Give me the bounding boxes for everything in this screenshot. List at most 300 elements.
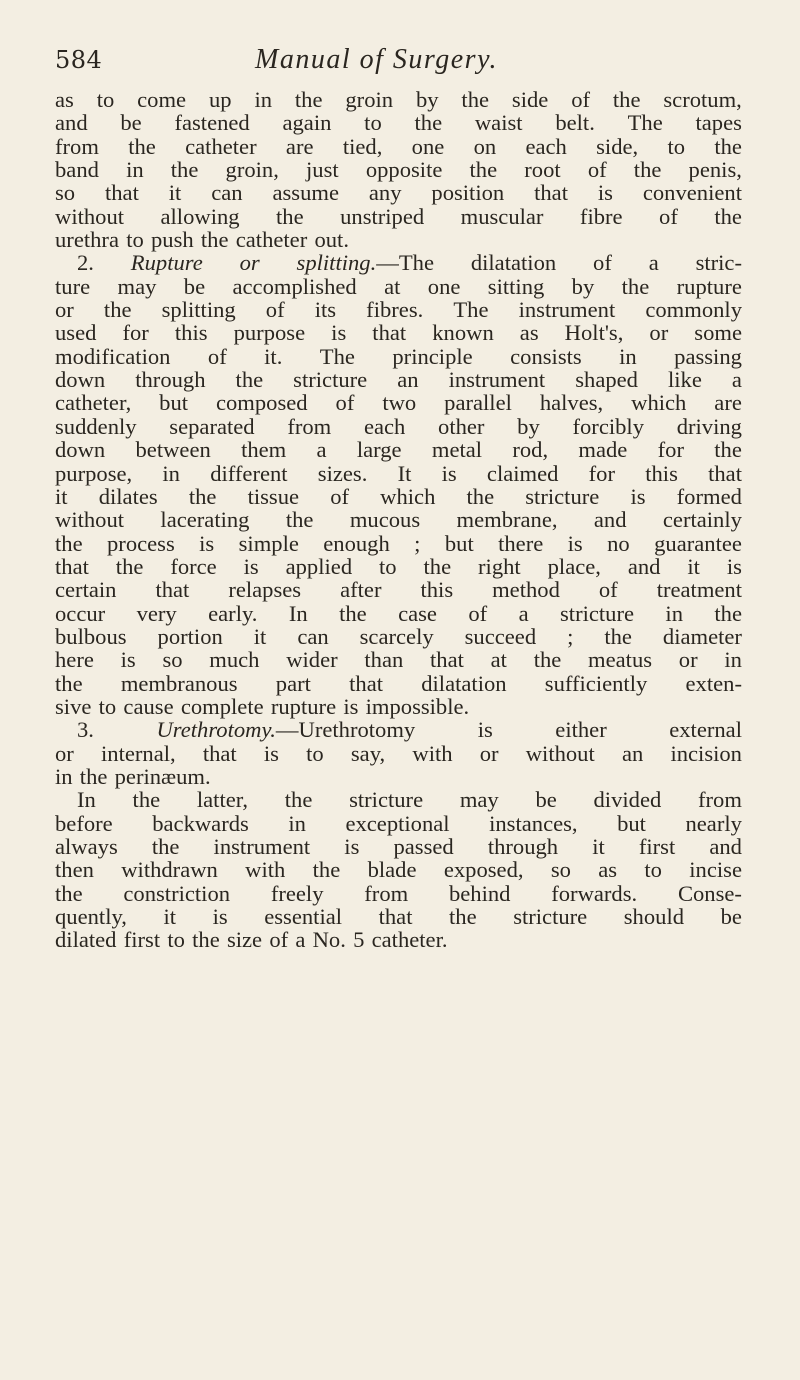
word: a [295,927,306,953]
word: so [55,180,76,206]
word: incision [670,740,742,766]
word: purpose, [55,460,133,486]
word: passing [674,343,742,369]
text-line [55,415,742,438]
word: dilatation [421,670,507,696]
word: method [492,577,560,603]
word: the [284,787,313,813]
word: to [667,133,686,159]
word: of [269,927,289,953]
word: ; [414,530,421,556]
word: there [498,530,544,556]
word: the [276,203,304,229]
word: for [657,437,684,463]
text-line [55,718,742,741]
word: sive [55,693,92,719]
word: guarantee [654,530,742,556]
word: lacerating [160,507,250,533]
word: internal, [101,740,176,766]
word: an [397,367,419,393]
text-line [55,508,742,531]
word: of [207,343,227,369]
word: forwards. [551,880,638,906]
word: by [517,413,540,439]
word: be [535,787,557,813]
word: catheter [235,227,308,253]
word: of [265,297,285,323]
word: or [649,320,669,346]
text-line [55,391,742,414]
word: through [135,367,206,393]
word: suddenly [55,413,137,439]
text-line [55,788,742,811]
word: of [468,600,488,626]
word: in [55,763,73,789]
word: behind [448,880,511,906]
text-line [55,345,742,368]
word: stric- [695,250,742,276]
word: membrane, [456,507,558,533]
word: say, [350,740,386,766]
word: in [665,600,683,626]
word: it [168,180,182,206]
word: impossible. [365,693,470,719]
word: first [123,927,161,953]
word: can [297,623,329,649]
word: a [731,367,742,393]
word: No. [312,927,346,953]
text-line [55,648,742,671]
text-line [55,158,742,181]
word: halves, [539,390,604,416]
word: is [212,904,228,930]
word: Holt's, [564,320,624,346]
word: complete [180,693,264,719]
word: the [151,834,180,859]
word: 3. [77,717,94,743]
word: as [598,857,618,883]
word: may [459,787,499,813]
word: the [461,87,490,112]
word: mucous [349,507,421,533]
text-line [55,462,742,485]
word: scrotum, [663,87,742,112]
text-line [55,485,742,508]
word: the [423,553,452,579]
word: one [411,133,445,159]
word: relapses [228,577,302,603]
word: or [678,647,698,673]
word: without [525,740,595,766]
word: urethra [55,227,119,253]
word: come [137,87,187,112]
word: splitting.—The [296,250,434,276]
word: and [55,110,88,136]
word: it [253,623,267,649]
word: Rupture [130,250,203,276]
word: dilatation [470,250,557,276]
word: with [412,740,453,766]
word: catheter [185,133,257,159]
word: is [477,717,493,743]
word: the [621,273,650,299]
word: of [571,87,591,112]
word: divided [593,787,662,813]
word: accomplished [232,273,357,299]
word: the [132,787,161,813]
word: the [235,367,264,393]
word: tapes [695,110,742,136]
word: bulbous [55,623,127,649]
text-line [55,88,742,111]
text-line [55,275,742,298]
word: In [77,787,96,813]
word: is [726,553,742,579]
text-line [55,835,742,858]
word: sufficiently [544,670,648,696]
word: to [96,87,115,112]
word: and [627,553,661,579]
word: down [55,437,106,463]
word: backwards [152,810,249,836]
word: some [694,320,742,346]
text-line [55,625,742,648]
text-line [55,742,742,765]
word: portion [157,623,223,649]
word: again [282,110,332,136]
word: blade [367,857,417,883]
word: be [120,110,142,136]
word: then [55,857,94,883]
word: instrument [213,834,311,859]
word: or [55,297,74,323]
word: that [534,180,568,206]
word: catheter. [371,927,448,953]
word: as [55,87,74,112]
word: should [623,904,685,930]
word: is [243,553,259,579]
word: two [382,390,417,416]
word: the [339,600,367,626]
word: may [117,273,157,299]
word: early. [208,600,258,626]
word: occur [55,600,106,626]
word: for [588,460,616,486]
word: withdrawn [121,857,218,883]
word: It [397,460,412,486]
word: penis, [688,157,742,183]
text-line [55,602,742,625]
text-line [55,765,742,788]
word: tied, [342,133,383,159]
word: the [714,133,742,159]
word: is [199,530,215,556]
word: assume [272,180,339,206]
word: is [331,320,347,346]
word: can [211,180,243,206]
word: of [659,203,678,229]
text-line [55,578,742,601]
word: wider [286,647,338,673]
word: by [571,273,595,299]
word: stricture [513,904,588,930]
word: but [444,530,474,556]
word: succeed [464,623,537,649]
word: of [593,250,612,276]
word: that [430,647,464,673]
word: the [633,157,662,183]
word: certain [55,577,117,603]
word: it [55,483,68,509]
word: is [120,647,136,673]
word: stricture [349,787,424,813]
word: process [107,530,175,556]
word: stricture [293,367,368,393]
word: splitting [161,297,236,323]
word: formed [676,483,742,509]
word: from [698,787,742,813]
word: the [55,670,83,696]
word: are [285,133,314,159]
word: made [578,437,628,463]
word: no [607,530,630,556]
word: shaped [575,367,638,393]
word: diameter [662,623,742,649]
word: between [135,437,211,463]
word: purpose [233,320,306,346]
text-line [55,298,742,321]
word: scarcely [359,623,434,649]
word: the [128,133,156,159]
word: perinæum. [114,763,211,789]
word: before [55,810,113,836]
word: treatment [656,577,742,603]
word: and [709,834,742,859]
word: this [645,460,678,486]
word: the [170,157,199,183]
page-header [55,40,740,80]
word: convenient [642,180,742,206]
word: forcibly [572,413,644,439]
word: much [209,647,260,673]
word: that [378,904,413,930]
word: an [621,740,644,766]
word: enough [323,530,390,556]
running-title: Manual of Surgery. [255,44,498,75]
word: belt. [555,110,595,136]
word: of [587,157,607,183]
word: metal [431,437,483,463]
word: a [316,437,327,463]
text-line [55,555,742,578]
word: in [288,810,306,836]
word: instrument [448,367,546,393]
word: position [431,180,505,206]
word: and [593,507,627,533]
word: stricture [560,600,635,626]
word: is [263,740,279,766]
word: the [294,87,323,112]
text-line [55,321,742,344]
word: are [714,390,742,416]
word: applied [285,553,353,579]
word: the [55,530,83,556]
word: case [398,600,437,626]
word: the [79,763,108,789]
word: to [644,857,662,883]
word: be [720,904,742,930]
word: from [55,133,99,159]
text-line [55,251,742,274]
word: to [364,110,382,136]
text-line [55,532,742,555]
word: like [668,367,702,393]
word: exten- [685,670,742,696]
word: one [427,273,461,299]
word: used [55,320,97,346]
word: the [188,483,217,509]
word: commonly [645,297,742,323]
word: nearly [685,810,742,836]
word: The [319,343,355,369]
word: other [438,413,485,439]
word: the [414,110,443,136]
word: through [487,834,559,859]
word: to [126,227,144,253]
word: groin, [225,157,279,183]
text-line [55,672,742,695]
word: essential [264,904,343,930]
word: that [349,670,384,696]
word: each [525,133,567,159]
word: that [155,577,190,603]
word: this [420,577,454,603]
text-line [55,181,742,204]
word: rod, [512,437,549,463]
word: up [208,87,232,112]
word: be [183,273,206,299]
word: the [714,437,742,463]
word: sizes. [317,460,368,486]
word: driving [676,413,742,439]
word: for [122,320,149,346]
word: it [163,904,177,930]
word: Conse- [677,880,742,906]
word: Urethrotomy.—Urethrotomy [156,717,416,743]
word: The [453,297,489,323]
word: the [200,227,229,253]
word: always [55,834,118,859]
word: 2. [77,250,94,276]
word: force [170,553,217,579]
text-line [55,812,742,835]
word: to [306,740,324,766]
word: exposed, [443,857,524,883]
word: different [210,460,288,486]
word: The [627,110,663,136]
word: parallel [444,390,512,416]
word: with [245,857,286,883]
text-line [55,205,742,228]
word: In [288,600,308,626]
word: is [567,530,583,556]
word: than [364,647,404,673]
word: passed [393,834,454,859]
word: opposite [365,157,443,183]
word: in [162,460,180,486]
text-line [55,905,742,928]
word: separated [169,413,255,439]
word: the [612,87,641,112]
word: instances, [489,810,578,836]
word: external [669,717,742,743]
word: without [55,507,125,533]
word: as [519,320,539,346]
word: membranous [120,670,238,696]
word: side [511,87,549,112]
word: is [630,483,646,509]
word: it [592,834,605,859]
word: the [192,927,220,953]
word: right [478,553,521,579]
word: instrument [518,297,616,323]
text-line [55,858,742,881]
word: waist [474,110,523,136]
text-line [55,928,742,951]
word: from [364,880,409,906]
word: of [598,577,618,603]
word: constriction [123,880,231,906]
word: without [55,203,125,229]
word: the [466,483,495,509]
word: band [55,157,99,183]
text-line [55,438,742,461]
word: the [285,507,314,533]
word: but [159,390,189,416]
word: after [340,577,382,603]
word: the [604,623,632,649]
word: which [380,483,436,509]
word: tissue [247,483,300,509]
word: the [533,647,562,673]
word: of [335,390,355,416]
word: rupture [676,273,742,299]
word: to [379,553,397,579]
word: that [104,180,139,206]
word: latter, [196,787,249,813]
word: from [287,413,332,439]
word: part [275,670,311,696]
word: that [55,553,89,579]
word: claimed [486,460,559,486]
word: them [241,437,287,463]
word: the [449,904,477,930]
word: on [473,133,497,159]
word: it [687,553,700,579]
page-number: 584 [55,46,103,74]
word: either [555,717,607,743]
word: each [363,413,406,439]
word: fibres. [366,297,424,323]
word: the [55,880,83,906]
word: dilates [98,483,158,509]
word: consists [510,343,582,369]
word: large [356,437,402,463]
word: of [330,483,350,509]
word: catheter, [55,390,132,416]
text-line [55,135,742,158]
word: push [151,227,194,253]
